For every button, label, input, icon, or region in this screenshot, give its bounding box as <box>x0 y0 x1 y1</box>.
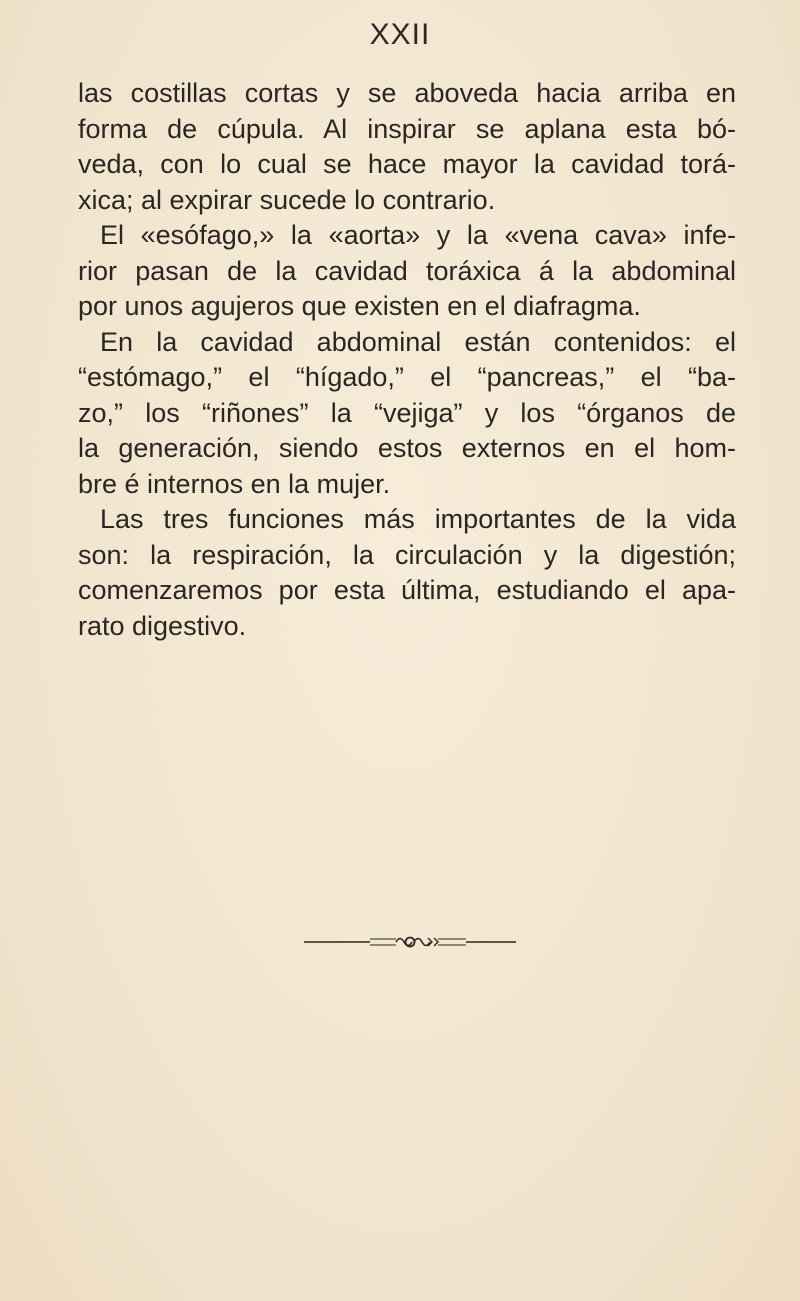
text-line: En la cavidad abdominal están contenidos: el <box>100 326 736 357</box>
text-line: rior pasan de la cavidad toráxica á la abdominal <box>78 255 736 286</box>
text-line: Las tres funciones más importantes de la vida <box>100 504 736 534</box>
text-line: El «esófago,» la «aorta» y la «vena cava» infe- <box>100 220 736 250</box>
text-line: son: la respiración, la circulación y la digestión; <box>78 539 736 570</box>
text-line: comenzaremos por esta última, estudiando el apa- <box>78 575 736 605</box>
text-line: las costillas cortas y se aboveda hacia arriba en <box>78 78 736 108</box>
decorative-rule-icon <box>300 932 520 952</box>
text-line: la generación, siendo estos externos en el hom- <box>78 433 736 463</box>
text-line: xica; al expirar sucede lo contrario. <box>78 184 496 215</box>
text-line: forma de cúpula. Al inspirar se aplana esta bó- <box>78 113 736 144</box>
text-line: veda, con lo cual se hace mayor la cavidad torá- <box>78 149 736 179</box>
body-text <box>78 76 736 644</box>
text-line: “estómago,” el “hígado,” el “pancreas,” el “ba- <box>78 362 736 392</box>
text-line: zo,” los “riñones” la “vejiga” y los “órganos de <box>78 397 736 428</box>
page-number: XXII <box>369 18 431 51</box>
bleed-through-text <box>150 700 670 714</box>
text-line: por unos agujeros que existen en el diafragma. <box>78 291 641 321</box>
text-line: bre é internos en la mujer. <box>78 468 391 499</box>
text-line: rato digestivo. <box>78 610 247 641</box>
